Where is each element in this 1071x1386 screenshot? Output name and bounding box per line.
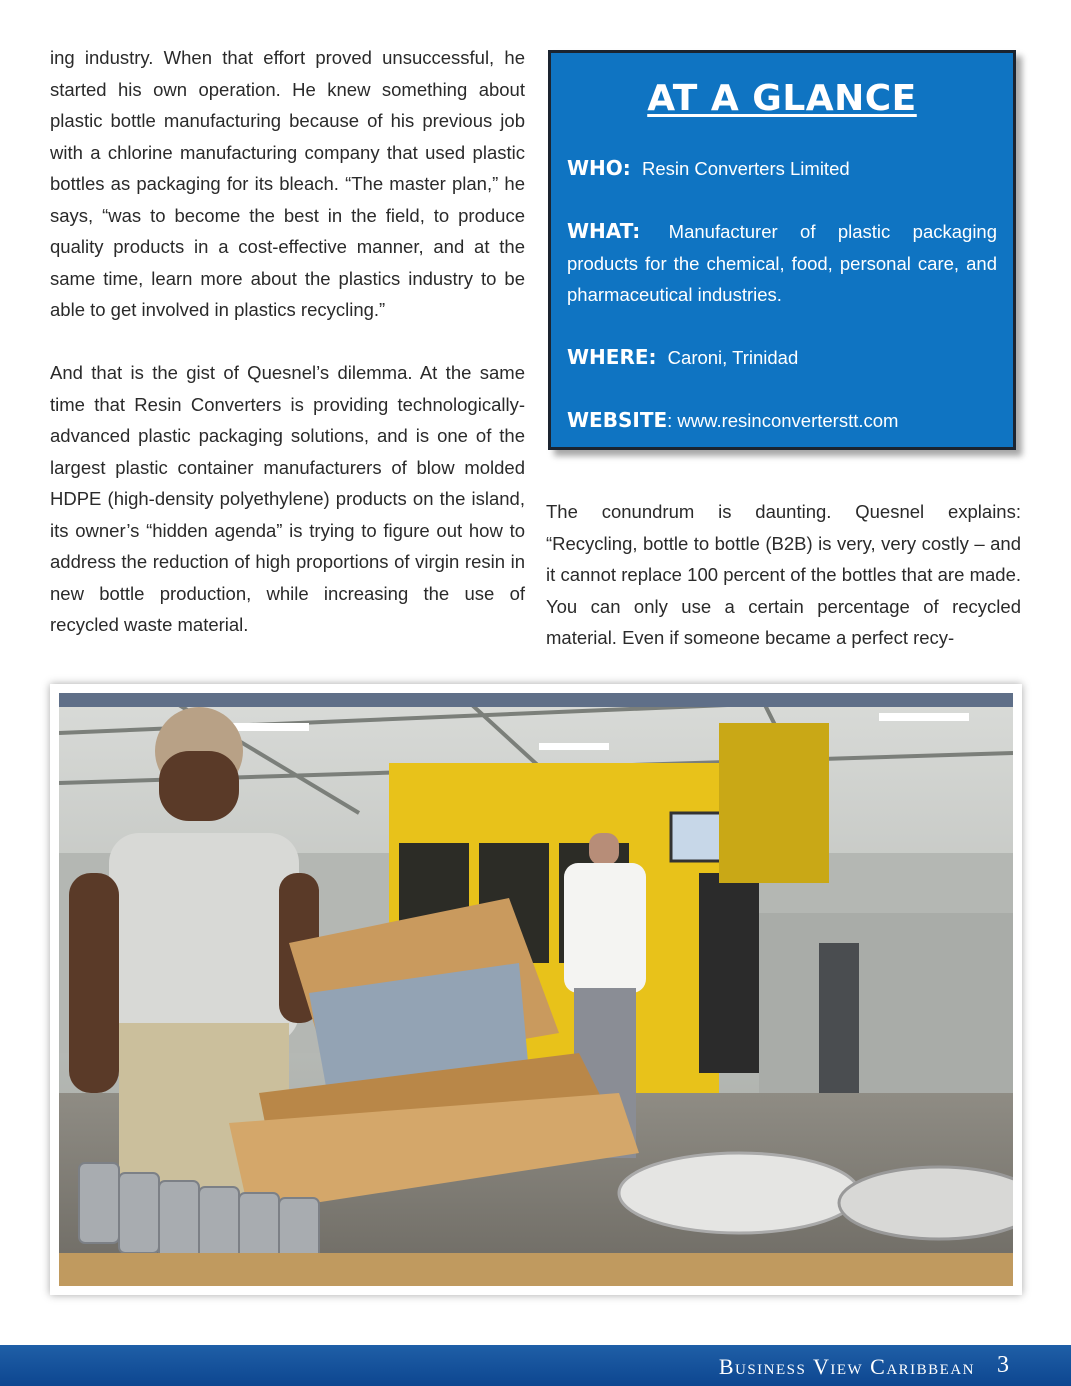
glance-who bbox=[567, 153, 997, 185]
glance-entries bbox=[567, 153, 997, 468]
publication-name: Business View Caribbean bbox=[718, 1354, 975, 1379]
left-column bbox=[50, 42, 525, 641]
body-paragraph: ing industry. When that effort proved unsuccessful, he started his own operation. He knew something about plastic bottle manufacturing because of his previous job with a chlorine manufacturing company that used plastic bottles as packaging for its bleach. “The master plan,” he says, “was to become the best in the field, to produce quality products in a cost-effective manner, and at the same time, learn more about the plastics industry to be able to get involved in plastics recycling.” bbox=[50, 47, 525, 320]
where-value: Caroni, Trinidad bbox=[667, 347, 799, 368]
at-a-glance-box bbox=[548, 50, 1016, 450]
factory-illustration bbox=[59, 693, 1013, 1286]
who-value: Resin Converters Limited bbox=[641, 158, 850, 179]
photo-frame bbox=[50, 684, 1022, 1295]
website-value[interactable]: : www.resinconverterstt.com bbox=[667, 410, 899, 431]
glance-website bbox=[567, 405, 997, 437]
body-paragraph: The conundrum is daunting. Quesnel explains: “Recycling, bottle to bottle (B2B) is very, very costly – and it cannot replace 100 percent of the bottles that are made. You can only use a certain percentage of recycled material. Even if someone became a perfect recy- bbox=[546, 501, 1021, 648]
who-label: WHO: bbox=[567, 156, 631, 180]
what-label: WHAT: bbox=[567, 219, 641, 243]
page-number: 3 bbox=[997, 1352, 1009, 1378]
where-label: WHERE: bbox=[567, 345, 657, 369]
body-paragraph: And that is the gist of Quesnel’s dilemma. At the same time that Resin Converters is providing technologically-advanced plastic packaging solutions, and is one of the largest plastic container manufacturers of blow molded HDPE (high-density polyethylene) products on the island, its owner’s “hidden agenda” is trying to figure out how to address the reduction of high proportions of virgin resin in new bottle production, while increasing the use of recycled waste material. bbox=[50, 362, 525, 635]
glance-where bbox=[567, 342, 997, 374]
factory-photo bbox=[59, 693, 1013, 1286]
right-column bbox=[546, 496, 1021, 654]
website-label: WEBSITE bbox=[567, 408, 668, 432]
at-a-glance-title: AT A GLANCE bbox=[647, 78, 917, 119]
glance-what bbox=[567, 216, 997, 311]
what-value: Manufacturer of plastic packaging products for the chemical, food, personal care, and pharmaceutical industries. bbox=[567, 221, 998, 305]
page-footer bbox=[0, 1345, 1071, 1386]
